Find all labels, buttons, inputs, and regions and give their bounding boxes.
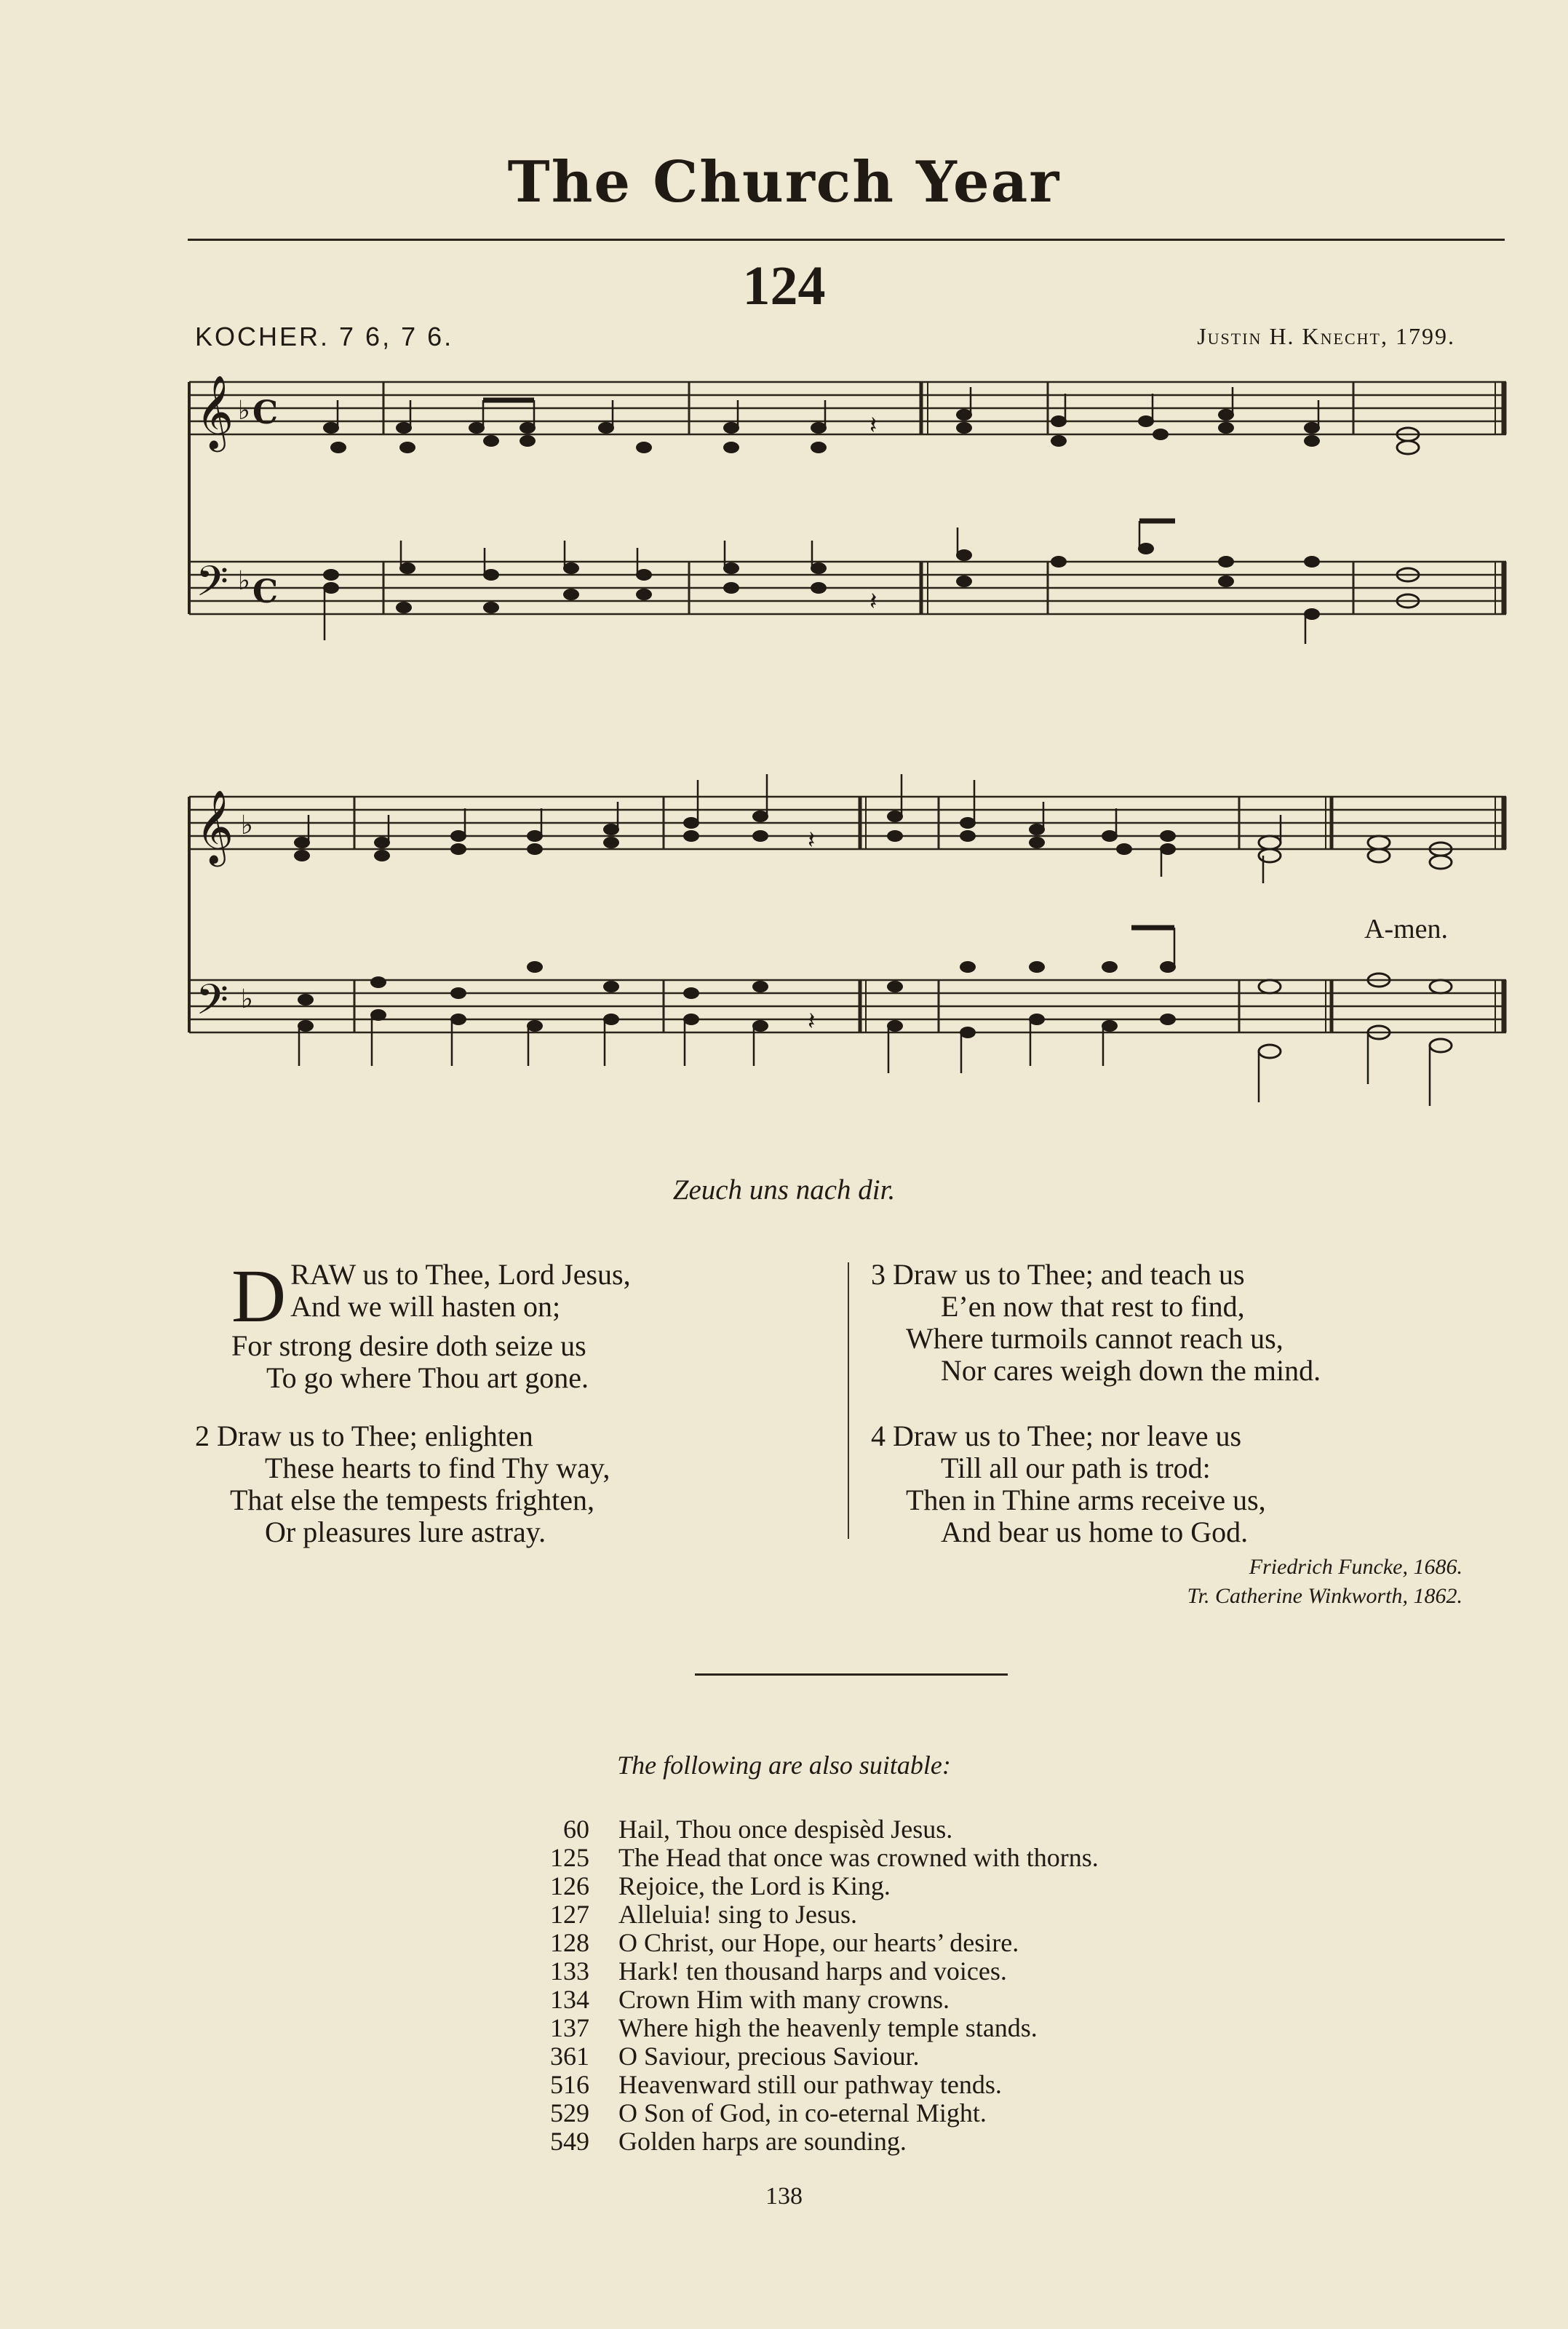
stanza-line: Then in Thine arms receive us, bbox=[906, 1484, 1266, 1516]
hymn-ref-title: Alleluia! sing to Jesus. bbox=[618, 1900, 857, 1929]
suitable-hymn-list bbox=[509, 1815, 1099, 2156]
svg-text:𝄽: 𝄽 bbox=[808, 1007, 816, 1036]
section-divider bbox=[695, 1673, 1008, 1676]
hymn-ref-number: 128 bbox=[550, 1928, 589, 1957]
hymn-ref-title: Where high the heavenly temple stands. bbox=[618, 2013, 1038, 2042]
hymn-number: 124 bbox=[742, 255, 826, 316]
svg-text:𝄢: 𝄢 bbox=[196, 557, 229, 616]
hymn-ref-title: Heavenward still our pathway tends. bbox=[618, 2070, 1002, 2099]
stanza-4 bbox=[871, 1420, 1468, 1548]
list-item bbox=[509, 2014, 1099, 2042]
hymn-ref-title: O Son of God, in co-eternal Might. bbox=[618, 2098, 987, 2127]
music-score-1 bbox=[186, 371, 1510, 648]
stanza-line: And we will hasten on; bbox=[290, 1290, 561, 1323]
drop-cap: D bbox=[231, 1254, 287, 1338]
music-system-1 bbox=[186, 371, 1510, 648]
svg-text:𝄢: 𝄢 bbox=[196, 975, 229, 1035]
translator-credit: Tr. Catherine Winkworth, 1862. bbox=[1187, 1584, 1462, 1608]
svg-text:♭: ♭ bbox=[238, 566, 250, 596]
hymn-ref-number: 137 bbox=[550, 2013, 589, 2042]
hymn-ref-number: 549 bbox=[550, 2127, 589, 2156]
hymn-ref-title: The Head that once was crowned with thorns. bbox=[618, 1843, 1099, 1872]
svg-text:𝄽: 𝄽 bbox=[808, 826, 816, 855]
stanza-line: That else the tempests frighten, bbox=[230, 1484, 594, 1516]
stanza-1 bbox=[231, 1254, 813, 1394]
stanza-line: 4 Draw us to Thee; nor leave us bbox=[871, 1420, 1242, 1452]
svg-text:𝄽: 𝄽 bbox=[869, 411, 877, 440]
list-item bbox=[509, 1986, 1099, 2014]
hymn-ref-number: 125 bbox=[550, 1843, 589, 1872]
hymn-ref-number: 529 bbox=[550, 2098, 589, 2127]
stanza-line: To go where Thou art gone. bbox=[266, 1361, 589, 1394]
list-item bbox=[509, 1872, 1099, 1900]
hymn-ref-title: Golden harps are sounding. bbox=[618, 2127, 907, 2156]
list-item bbox=[509, 1844, 1099, 1872]
amen-lyric: A-men. bbox=[1364, 914, 1449, 944]
svg-text:𝄞: 𝄞 bbox=[196, 789, 234, 864]
stanza-line: Where turmoils cannot reach us, bbox=[906, 1322, 1284, 1355]
svg-text:♭: ♭ bbox=[238, 396, 250, 426]
column-divider bbox=[848, 1262, 849, 1539]
stanza-line: 2 Draw us to Thee; enlighten bbox=[195, 1420, 533, 1452]
svg-text:C: C bbox=[252, 573, 279, 610]
svg-text:𝄽: 𝄽 bbox=[869, 587, 877, 616]
music-score-2 bbox=[186, 771, 1510, 1120]
hymn-ref-number: 133 bbox=[550, 1956, 589, 1986]
stanza-line: Till all our path is trod: bbox=[941, 1452, 1211, 1484]
stanza-line: Or pleasures lure astray. bbox=[265, 1516, 546, 1548]
list-item bbox=[509, 1957, 1099, 1986]
stanza-2 bbox=[195, 1420, 813, 1548]
stanza-line: These hearts to find Thy way, bbox=[265, 1452, 610, 1484]
hymn-ref-number: 127 bbox=[550, 1900, 589, 1929]
svg-text:𝄞: 𝄞 bbox=[196, 374, 234, 449]
list-item bbox=[509, 2071, 1099, 2099]
hymn-ref-title: Hark! ten thousand harps and voices. bbox=[618, 1956, 1007, 1986]
composer-credit: Justin H. Knecht, 1799. bbox=[1197, 323, 1455, 349]
svg-text:C: C bbox=[252, 394, 279, 431]
stanza-line: E’en now that rest to find, bbox=[941, 1290, 1245, 1323]
hymn-ref-number: 516 bbox=[550, 2070, 589, 2099]
list-item bbox=[509, 2099, 1099, 2127]
suitable-heading: The following are also suitable: bbox=[617, 1751, 951, 1780]
page-number: 138 bbox=[765, 2183, 803, 2210]
tune-name: KOCHER. 7 6, 7 6. bbox=[195, 322, 454, 351]
stanza-line: Nor cares weigh down the mind. bbox=[941, 1354, 1321, 1387]
hymn-ref-number: 60 bbox=[563, 1815, 589, 1844]
original-title: Zeuch uns nach dir. bbox=[672, 1174, 896, 1206]
header-rule bbox=[188, 239, 1505, 241]
music-system-2 bbox=[186, 771, 1510, 1120]
stanza-line: And bear us home to God. bbox=[941, 1516, 1249, 1548]
hymn-ref-title: Crown Him with many crowns. bbox=[618, 1985, 950, 2014]
hymn-ref-title: Hail, Thou once despisèd Jesus. bbox=[618, 1815, 953, 1844]
hymn-ref-number: 134 bbox=[550, 1985, 589, 2014]
list-item bbox=[509, 1815, 1099, 1844]
svg-text:♭: ♭ bbox=[241, 984, 253, 1014]
stanza-line: For strong desire doth seize us bbox=[231, 1329, 586, 1362]
stanza-line: 3 Draw us to Thee; and teach us bbox=[871, 1258, 1245, 1291]
stanza-line: RAW us to Thee, Lord Jesus, bbox=[290, 1258, 631, 1291]
hymn-ref-title: O Saviour, precious Saviour. bbox=[618, 2042, 920, 2071]
list-item bbox=[509, 1929, 1099, 1957]
list-item bbox=[509, 1900, 1099, 1929]
page-header-title: The Church Year bbox=[507, 149, 1061, 215]
author-credit: Friedrich Funcke, 1686. bbox=[1249, 1555, 1462, 1579]
hymn-ref-number: 126 bbox=[550, 1871, 589, 1900]
hymn-ref-title: O Christ, our Hope, our hearts’ desire. bbox=[618, 1928, 1019, 1957]
hymn-ref-title: Rejoice, the Lord is King. bbox=[618, 1871, 891, 1900]
list-item bbox=[509, 2127, 1099, 2156]
stanza-3 bbox=[871, 1259, 1468, 1387]
svg-text:♭: ♭ bbox=[241, 811, 253, 840]
list-item bbox=[509, 2042, 1099, 2071]
hymn-ref-number: 361 bbox=[550, 2042, 589, 2071]
